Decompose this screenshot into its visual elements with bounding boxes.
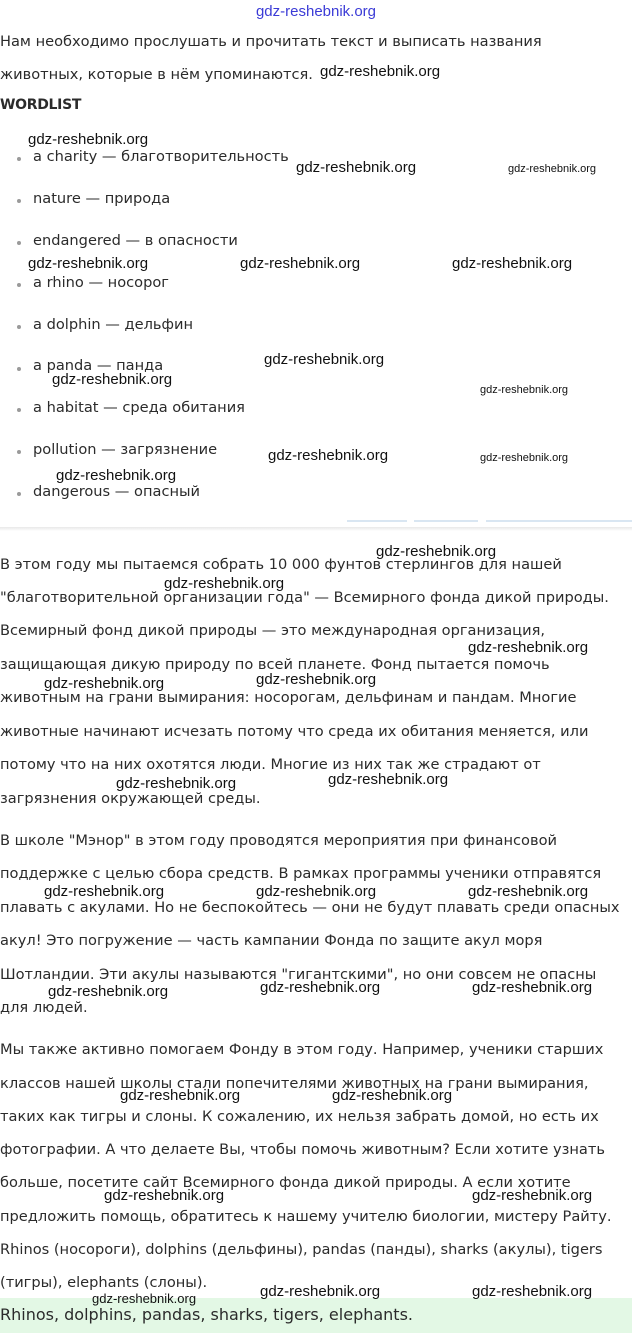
text-line: (тигры), elephants (слоны). — [0, 1274, 208, 1291]
bullet-icon — [17, 325, 21, 329]
watermark: gdz-reshebnik.org — [52, 371, 173, 388]
watermark: gdz-reshebnik.org — [120, 1087, 241, 1104]
watermark: gdz-reshebnik.org — [48, 983, 169, 1000]
text-line: загрязнения окружающей среды. — [0, 790, 261, 807]
watermark: gdz-reshebnik.org — [320, 63, 441, 80]
watermark: gdz-reshebnik.org — [468, 883, 589, 900]
watermark: gdz-reshebnik.org — [264, 351, 385, 368]
divider — [414, 520, 478, 522]
watermark: gdz-reshebnik.org — [116, 775, 237, 792]
text-line: фотографии. А что делаете Вы, чтобы помочь животным? Если хотите узнать — [0, 1141, 605, 1158]
watermark: gdz-reshebnik.org — [164, 575, 285, 592]
text-line: животным на грани вымирания: носорогам, дельфинам и пандам. Многие — [0, 689, 577, 706]
text-line: потому что на них охотятся люди. Многие из них так же страдают от — [0, 756, 541, 773]
bullet-icon — [17, 241, 21, 245]
task-line-1: Нам необходимо прослушать и прочитать текст и выписать названия — [0, 33, 542, 50]
watermark: gdz-reshebnik.org — [452, 255, 573, 272]
bullet-icon — [17, 367, 21, 371]
bullet-icon — [17, 408, 21, 412]
watermark: gdz-reshebnik.org — [44, 883, 165, 900]
watermark: gdz-reshebnik.org — [28, 131, 149, 148]
text-line: таких как тигры и слоны. К сожалению, их нельзя забрать домой, но есть их — [0, 1108, 599, 1125]
wordlist-heading: WORDLIST — [0, 97, 82, 113]
text-line: плавать с акулами. Но не беспокойтесь — они не будут плавать среди опасных — [0, 899, 620, 916]
watermark: gdz-reshebnik.org — [56, 467, 177, 484]
watermark: gdz-reshebnik.org — [328, 771, 449, 788]
watermark: gdz-reshebnik.org — [332, 1087, 453, 1104]
watermark: gdz-reshebnik.org — [472, 979, 593, 996]
wordlist-item: a rhino — носорог — [33, 274, 169, 291]
bullet-icon — [17, 199, 21, 203]
text-line: В этом году мы пытаемся собрать 10 000 фунтов стерлингов для нашей — [0, 556, 562, 573]
top-watermark[interactable]: gdz-reshebnik.org — [255, 3, 377, 20]
watermark: gdz-reshebnik.org — [256, 671, 377, 688]
text-line: классов нашей школы стали попечителями животных на грани вымирания, — [0, 1075, 589, 1092]
panel-cut — [0, 507, 632, 529]
watermark: gdz-reshebnik.org — [44, 675, 165, 692]
watermark: gdz-reshebnik.org — [260, 1283, 381, 1300]
watermark: gdz-reshebnik.org — [472, 1283, 593, 1300]
watermark: gdz-reshebnik.org — [296, 159, 417, 176]
task-line-2: животных, которые в нём упоминаются. — [0, 66, 313, 83]
answer-text: Rhinos, dolphins, pandas, sharks, tigers, elephants. — [0, 1305, 413, 1324]
watermark: gdz-reshebnik.org — [260, 979, 381, 996]
watermark: gdz-reshebnik.org — [472, 1187, 593, 1204]
text-line: акул! Это погружение — часть кампании Фонда по защите акул моря — [0, 932, 543, 949]
watermark: gdz-reshebnik.org — [256, 883, 377, 900]
watermark: gdz-reshebnik.org — [376, 543, 497, 560]
text-line: Мы также активно помогаем Фонду в этом году. Например, ученики старших — [0, 1041, 604, 1058]
bullet-icon — [17, 492, 21, 496]
wordlist-item: pollution — загрязнение — [33, 441, 218, 458]
text-line: защищающая дикую природу по всей планете. Фонд пытается помочь — [0, 656, 550, 673]
wordlist-item: nature — природа — [33, 190, 171, 207]
watermark: gdz-reshebnik.org — [480, 452, 569, 464]
bullet-icon — [17, 450, 21, 454]
watermark: gdz-reshebnik.org — [104, 1187, 225, 1204]
text-line: Rhinos (носороги), dolphins (дельфины), pandas (панды), sharks (акулы), tigers — [0, 1241, 603, 1258]
divider — [347, 520, 407, 522]
text-line: животные начинают исчезать потому что среда их обитания меняется, или — [0, 723, 589, 740]
wordlist-item: a charity — благотворительность — [33, 148, 289, 165]
wordlist-item: dangerous — опасный — [33, 483, 201, 500]
watermark: gdz-reshebnik.org — [92, 1291, 197, 1306]
divider — [486, 520, 632, 522]
text-line: для людей. — [0, 999, 88, 1016]
wordlist-item: a dolphin — дельфин — [33, 316, 194, 333]
watermark: gdz-reshebnik.org — [28, 255, 149, 272]
text-line: В школе "Мэнор" в этом году проводятся мероприятия при финансовой — [0, 832, 557, 849]
watermark: gdz-reshebnik.org — [508, 163, 597, 175]
text-line: предложить помощь, обратитесь к нашему учителю биологии, мистеру Райту. — [0, 1208, 612, 1225]
text-line: поддержке с целью сбора средств. В рамках программы ученики отправятся — [0, 865, 602, 882]
text-line: Шотландии. Эти акулы называются "гигантскими", но они совсем не опасны — [0, 966, 597, 983]
wordlist-item: a panda — панда — [33, 357, 164, 374]
bullet-icon — [17, 157, 21, 161]
wordlist-item: endangered — в опасности — [33, 232, 238, 249]
text-line: "благотворительной организации года" — Всемирного фонда дикой природы. — [0, 589, 609, 606]
watermark: gdz-reshebnik.org — [480, 384, 569, 396]
bullet-icon — [17, 283, 21, 287]
wordlist-item: a habitat — среда обитания — [33, 399, 245, 416]
watermark: gdz-reshebnik.org — [268, 447, 389, 464]
watermark: gdz-reshebnik.org — [240, 255, 361, 272]
panel-edge — [0, 527, 632, 531]
watermark: gdz-reshebnik.org — [468, 639, 589, 656]
text-line: Всемирный фонд дикой природы — это международная организация, — [0, 622, 546, 639]
text-line: больше, посетите сайт Всемирного фонда дикой природы. А если хотите — [0, 1174, 571, 1191]
